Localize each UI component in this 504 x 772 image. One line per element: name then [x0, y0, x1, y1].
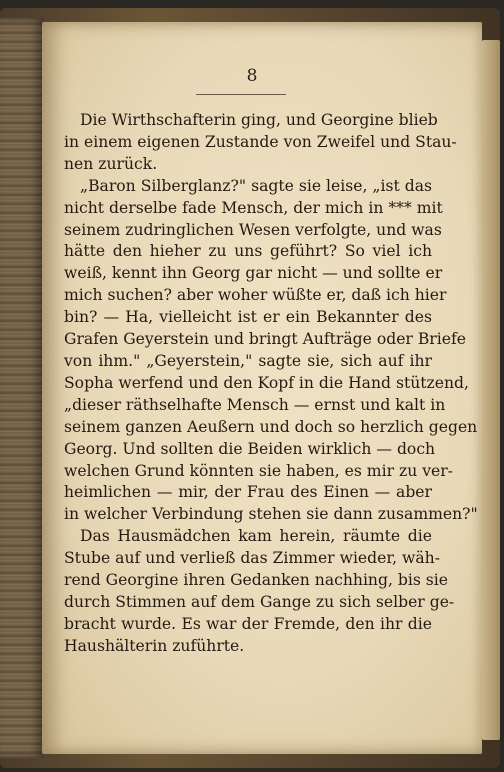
text-line: in welcher Verbindung stehen sie dann zusammen?" [64, 505, 478, 524]
text-line: Stube auf und verließ das Zimmer wieder, wäh- [64, 549, 440, 568]
text-line: bin? — Ha, vielleicht ist er ein Bekannter des [64, 308, 432, 327]
page-number: 8 [246, 66, 258, 86]
text-line: nen zurück. [64, 154, 158, 173]
text-line: bracht wurde. Es war der Fremde, den ihr die [64, 614, 432, 633]
text-line: mich suchen? aber woher wüßte er, daß ich hier [64, 286, 447, 305]
text-line: Georg. Und sollten die Beiden wirklich — doch [64, 439, 436, 458]
text-line: „dieser räthselhafte Mensch — ernst und kalt in [64, 395, 446, 414]
text-line: Haushälterin zuführte. [64, 636, 245, 655]
text-line: Das Hausmädchen kam herein, räumte die [80, 527, 432, 546]
body-text [64, 110, 478, 658]
text-line: „Baron Silberglanz?" sagte sie leise, „ist das [80, 176, 432, 195]
header-rule [196, 94, 286, 95]
text-line: hätte den hieher zu uns geführt? So viel ich [64, 242, 432, 261]
text-line: durch Stimmen auf dem Gange zu sich selber ge- [64, 592, 455, 611]
text-line: nicht derselbe fade Mensch, der mich in *** mit [64, 198, 443, 217]
text-line: in einem eigenen Zustande von Zweifel und Stau- [64, 132, 457, 151]
text-line: Grafen Geyerstein und bringt Aufträge oder Briefe [64, 330, 466, 349]
page-edges [482, 40, 500, 740]
text-line: weiß, kennt ihn Georg gar nicht — und sollte er [64, 264, 443, 283]
text-line: Die Wirthschafterin ging, und Georgine blieb [80, 111, 438, 129]
text-line: seinem zudringlichen Wesen verfolgte, und was [64, 220, 442, 239]
text-line: heimlichen — mir, der Frau des Einen — aber [64, 483, 432, 502]
book-spine [0, 18, 44, 758]
text-line: von ihm." „Geyerstein," sagte sie, sich auf ihr [64, 351, 432, 370]
text-line: seinem ganzen Aeußern und doch so herzlich gegen [64, 417, 478, 436]
text-line: rend Georgine ihren Gedanken nachhing, bis sie [64, 571, 449, 590]
text-line: Sopha werfend und den Kopf in die Hand stützend, [64, 373, 469, 392]
text-line: welchen Grund könnten sie haben, es mir zu ver- [64, 461, 453, 480]
